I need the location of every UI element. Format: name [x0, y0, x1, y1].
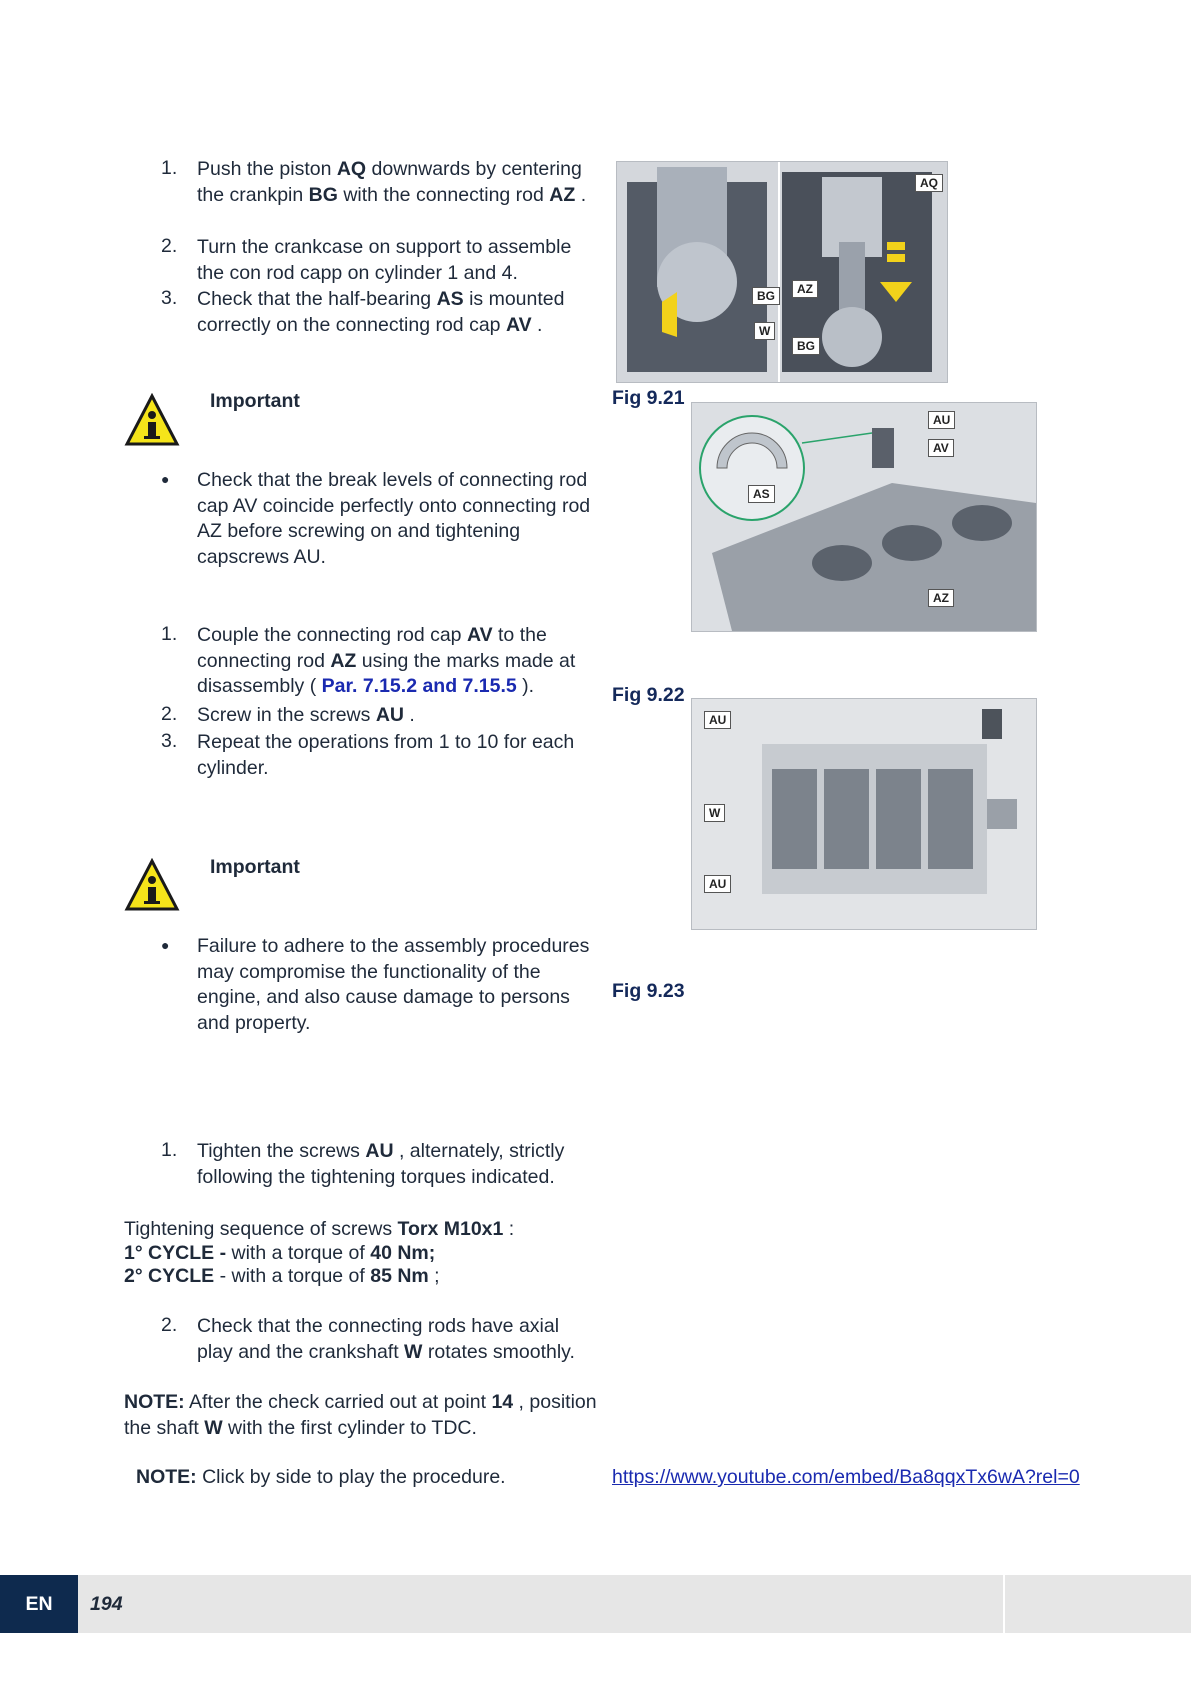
step-number: 1.: [161, 1139, 178, 1161]
label-w: W: [704, 804, 725, 822]
step-number: 3.: [161, 730, 178, 752]
label-au: AU: [704, 711, 731, 729]
label-av: AV: [928, 439, 954, 457]
figure-caption: Fig 9.21: [612, 387, 685, 409]
label-as: AS: [748, 485, 775, 503]
figure-caption: Fig 9.22: [612, 684, 685, 706]
important-label: Important: [210, 390, 300, 412]
step-number: 1.: [161, 623, 178, 645]
step-number: 2.: [161, 1314, 178, 1336]
language-badge: EN: [0, 1575, 78, 1633]
step-text: Tighten the screws AU , alternately, strictly following the tightening torques indicated.: [197, 1140, 565, 1188]
figure-9-23-image: [691, 698, 1037, 930]
important-bullet-text: Check that the break levels of connecting rod cap AV coincide perfectly onto connecting rod AZ before screwing on and tightening capscrews AU.: [197, 469, 591, 568]
page-footer: [0, 1575, 1191, 1633]
figure-caption: Fig 9.23: [612, 980, 685, 1002]
cycle-2: 2° CYCLE - with a torque of 85 Nm ;: [124, 1265, 440, 1287]
page-number: 194: [90, 1593, 123, 1615]
warning-info-icon: [124, 393, 180, 447]
bullet-dot: ●: [161, 471, 170, 487]
step-text: Screw in the screws AU .: [197, 704, 415, 726]
label-au: AU: [704, 875, 731, 893]
label-au: AU: [928, 411, 955, 429]
engine-block-conrod-illustration: [692, 403, 1036, 631]
figure-9-22-image: [691, 402, 1037, 632]
label-bg: BG: [792, 337, 820, 355]
step-text: Check that the half-bearing AS is mounted correctly on the connecting rod cap AV .: [197, 288, 565, 336]
step-text: Couple the connecting rod cap AV to the connecting rod AZ using the marks made at disassembly ( Par. 7.15.2 and 7.15.5 ).: [197, 624, 576, 697]
step-text: Turn the crankcase on support to assemble the con rod capp on cylinder 1 and 4.: [197, 236, 572, 284]
crankcase-bottom-view-illustration: [692, 699, 1036, 929]
engine-piston-illustration: [617, 162, 947, 382]
note-tdc: NOTE: After the check carried out at point 14 , position the shaft W with the first cylinder to TDC.: [124, 1391, 597, 1439]
warning-info-icon: [124, 858, 180, 912]
label-w: W: [754, 322, 775, 340]
note-video: NOTE: Click by side to play the procedure.: [136, 1466, 506, 1488]
label-bg: BG: [752, 287, 780, 305]
bullet-dot: ●: [161, 937, 170, 953]
sequence-line: Tightening sequence of screws Torx M10x1 :: [124, 1218, 515, 1240]
step-number: 2.: [161, 703, 178, 725]
tightening-sequence: [124, 1217, 604, 1290]
cycle-1: 1° CYCLE - with a torque of 40 Nm;: [124, 1241, 436, 1264]
step-number: 1.: [161, 157, 178, 179]
label-az: AZ: [928, 589, 954, 607]
step-number: 3.: [161, 287, 178, 309]
step-text: Check that the connecting rods have axial play and the crankshaft W rotates smoothly.: [197, 1315, 575, 1363]
important-label: Important: [210, 856, 300, 878]
footer-divider: [1003, 1575, 1005, 1633]
step-text: Repeat the operations from 1 to 10 for each cylinder.: [197, 731, 575, 779]
important-bullet-text: Failure to adhere to the assembly procedures may compromise the functionality of the engine, and also cause damage to persons and property.: [197, 935, 590, 1034]
figure-9-21-image: [616, 161, 948, 383]
step-number: 2.: [161, 235, 178, 257]
step-text: Push the piston AQ downwards by centering the crankpin BG with the connecting rod AZ .: [197, 158, 587, 206]
video-link[interactable]: https://www.youtube.com/embed/Ba8qqxTx6wA?rel=0: [612, 1466, 1080, 1488]
label-az: AZ: [792, 280, 818, 298]
label-aq: AQ: [915, 174, 943, 192]
